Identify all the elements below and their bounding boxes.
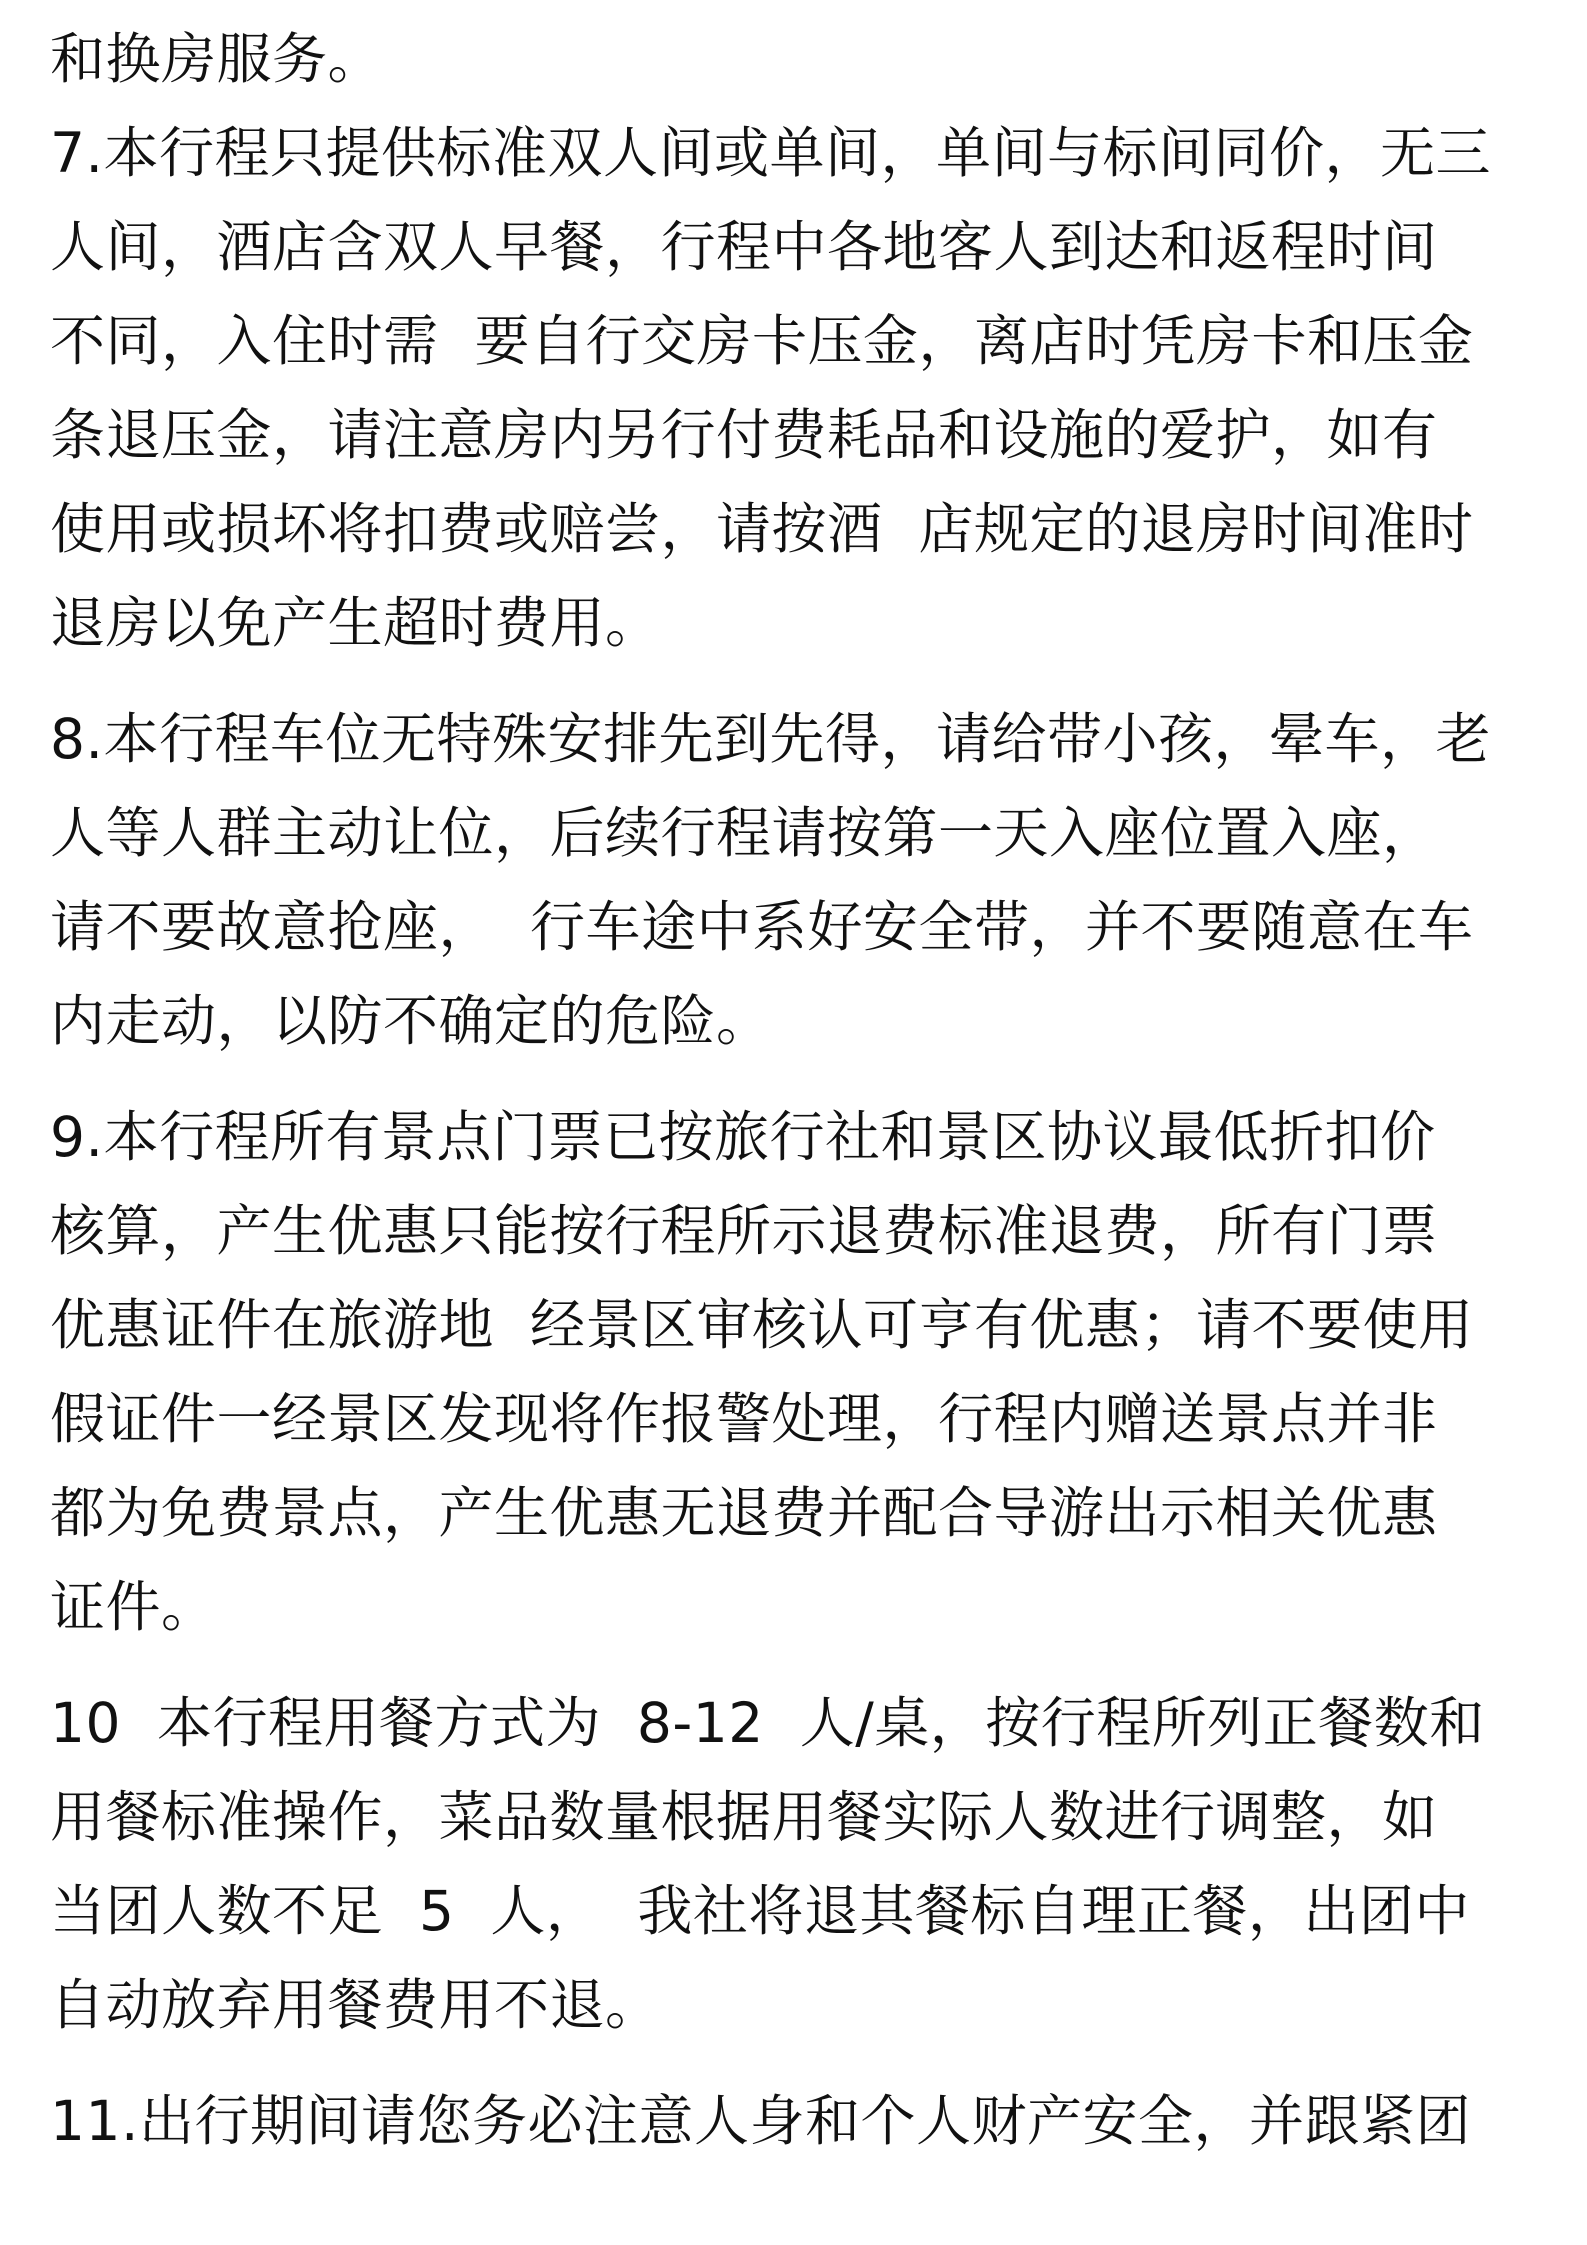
text-line: 退房以免产生超时费用。 [50, 591, 661, 655]
text-line: 8.本行程车位无特殊安排先到先得，请给带小孩，晕车，老 [50, 707, 1491, 771]
text-line: 条退压金，请注意房内另行付费耗品和设施的爱护，如有 [50, 403, 1438, 467]
text-line: 9.本行程所有景点门票已按旅行社和景区协议最低折扣价 [50, 1105, 1436, 1169]
text-line: 核算，产生优惠只能按行程所示退费标准退费，所有门票 [50, 1199, 1438, 1263]
text-line: 7.本行程只提供标准双人间或单间，单间与标间同价，无三 [50, 121, 1491, 185]
text-line: 11.出行期间请您务必注意人身和个人财产安全，并跟紧团 [50, 2089, 1471, 2153]
text-line: 内走动，以防不确定的危险。 [50, 989, 772, 1053]
text-line: 请不要故意抢座， 行车途中系好安全带，并不要随意在车 [50, 895, 1474, 959]
text-line: 自动放弃用餐费用不退。 [50, 1973, 661, 2037]
text-line: 人等人群主动让位，后续行程请按第一天入座位置入座， [50, 801, 1438, 865]
text-line: 假证件一经景区发现将作报警处理，行程内赠送景点并非 [50, 1387, 1438, 1451]
text-line: 证件。 [50, 1575, 217, 1639]
text-line: 当团人数不足 5 人， 我社将退其餐标自理正餐，出团中 [50, 1879, 1470, 1943]
text-line: 和换房服务。 [50, 27, 384, 91]
text-line: 人间，酒店含双人早餐，行程中各地客人到达和返程时间 [50, 215, 1438, 279]
text-line: 都为免费景点，产生优惠无退费并配合导游出示相关优惠 [50, 1481, 1438, 1545]
text-line: 10 本行程用餐方式为 8-12 人/桌，按行程所列正餐数和 [50, 1691, 1485, 1755]
text-line: 不同，入住时需 要自行交房卡压金，离店时凭房卡和压金 [50, 309, 1474, 373]
text-line: 使用或损坏将扣费或赔尝，请按酒 店规定的退房时间准时 [50, 497, 1474, 561]
text-line: 用餐标准操作，菜品数量根据用餐实际人数进行调整，如 [50, 1785, 1438, 1849]
text-line: 优惠证件在旅游地 经景区审核认可亨有优惠；请不要使用 [50, 1293, 1474, 1357]
